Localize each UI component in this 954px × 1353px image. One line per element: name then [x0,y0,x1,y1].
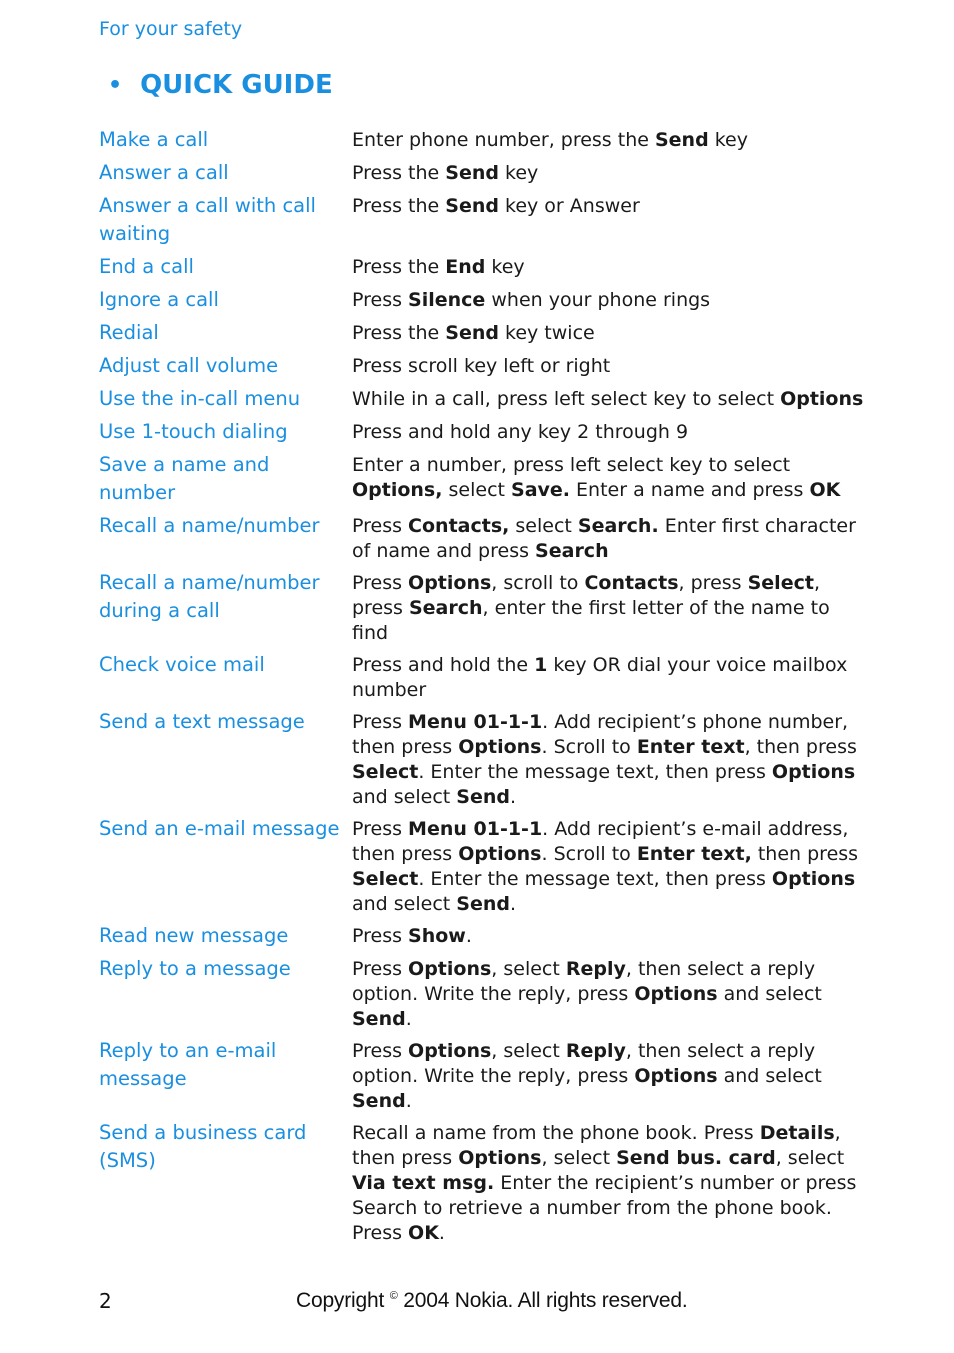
guide-row-description [352,319,869,346]
description-text: Press scroll key left or right [352,355,611,377]
bold-term: Send [456,786,510,808]
bold-term: Options [408,572,492,594]
guide-row-label: Check voice mail [99,653,265,676]
bold-term: Search [535,540,609,562]
guide-row-label: Reply to an e-mail message [99,1039,277,1090]
bold-term: Contacts, [408,515,510,537]
description-text: . Add recipient’s phone number, then press [352,711,849,758]
guide-row-description [352,192,869,219]
bold-term: Details [759,1122,835,1144]
guide-row-description [352,159,869,186]
bold-term: Show [408,925,466,947]
description-text: select [509,515,578,537]
description-text: Enter a number, press left select key to select [352,454,791,476]
bold-term: Send bus. card [616,1147,776,1169]
quick-guide-table [99,126,869,1251]
bold-term: Options [458,843,542,865]
page-title [108,70,333,100]
description-text: Press [352,572,409,594]
description-text: , then select a reply option. Write the reply, press [352,1040,816,1087]
guide-row-label: Use 1-touch dialing [99,420,288,443]
guide-row-label: Answer a call [99,161,229,184]
description-text: Press [352,515,409,537]
guide-row [99,708,869,810]
description-text: , enter the first letter of the name to find [352,597,830,644]
guide-row [99,922,869,950]
guide-row [99,385,869,413]
bold-term: Options [458,1147,542,1169]
description-text: , select [541,1147,617,1169]
description-text: , then press [744,736,857,758]
bold-term: Silence [408,289,486,311]
bold-term: Select [352,761,419,783]
description-text: Press [352,1040,409,1062]
guide-row-label: Redial [99,321,159,344]
description-text: key [498,162,539,184]
description-text: Press the [352,195,446,217]
guide-row-label: Save a name and number [99,453,270,504]
guide-row [99,815,869,917]
bold-term: Options [634,1065,718,1087]
bold-term: Send [456,893,510,915]
guide-row [99,159,869,187]
title-text: QUICK GUIDE [140,70,333,100]
bold-term: Options, [352,479,443,501]
description-text: Press the [352,256,446,278]
guide-row [99,569,869,646]
guide-row-description [352,922,869,949]
guide-row-description [352,815,869,917]
description-text: select [442,479,512,501]
guide-row-description [352,569,869,646]
bold-term: Options [458,736,542,758]
bold-term: Menu 01-1-1 [408,711,543,733]
description-text: Press [352,289,409,311]
description-text: . Enter the message text, then press [418,868,772,890]
description-text: . Enter the message text, then press [418,761,772,783]
description-text: key twice [498,322,595,344]
bold-term: Send [445,322,499,344]
guide-row [99,286,869,314]
guide-row-description [352,352,869,379]
description-text: , select [775,1147,845,1169]
description-text: Press and hold the [352,654,535,676]
copyright-rest: 2004 Nokia. All rights reserved. [397,1289,688,1312]
guide-row-label: Make a call [99,128,209,151]
bold-term: Enter text, [636,843,752,865]
bold-term: Enter text [636,736,745,758]
description-text: key [708,129,748,151]
description-text: , select [491,958,566,980]
bold-term: Options [408,958,492,980]
bold-term: End [445,256,486,278]
description-text: , press [352,572,820,619]
description-text: Press [352,818,409,840]
copyright-notice [296,1289,688,1313]
description-text: . Add recipient’s e-mail address, then press [352,818,849,865]
guide-row-description [352,418,869,445]
guide-row-label: Read new message [99,924,289,947]
guide-row-description [352,512,869,564]
guide-row [99,352,869,380]
description-text: and select [352,893,457,915]
description-text: , then select a reply option. Write the reply, press [352,958,816,1005]
guide-row [99,1119,869,1246]
guide-row-label: Reply to a message [99,957,291,980]
description-text: Press and hold any key 2 through 9 [352,421,689,443]
guide-row-description [352,708,869,810]
bold-term: OK [809,479,841,501]
bold-term: Search. [577,515,659,537]
guide-row-description [352,126,869,153]
description-text: . Scroll to [541,843,637,865]
guide-row [99,253,869,281]
guide-row-label: Send a business card (SMS) [99,1121,307,1172]
description-text: , scroll to [491,572,585,594]
guide-row-description [352,1119,869,1246]
bold-term: Send [352,1090,406,1112]
description-text: Enter first character of name and press [352,515,856,562]
description-text: Press the [352,162,446,184]
guide-row-description [352,955,869,1032]
description-text: Enter a name and press [570,479,810,501]
bold-term: Options [771,868,856,890]
description-text: . Scroll to [541,736,637,758]
copyright-symbol: © [389,1290,398,1302]
description-text: While in a call, press left select key to select [352,388,781,410]
guide-row-description [352,451,869,503]
bold-term: Menu 01-1-1 [408,818,543,840]
bold-term: Options [634,983,718,1005]
page-number: 2 [99,1289,112,1313]
guide-row [99,126,869,154]
bold-term: Select [747,572,814,594]
bold-term: OK [408,1222,439,1244]
description-text: Enter phone number, press the [352,129,655,151]
description-text: . [405,1008,412,1030]
description-text: Press [352,711,409,733]
bold-term: Send [445,162,499,184]
description-text: key [485,256,525,278]
guide-row-label: Adjust call volume [99,354,279,377]
description-text: . [509,893,517,915]
guide-row-description [352,651,869,703]
guide-row-description [352,385,869,412]
guide-row [99,955,869,1032]
bold-term: Search [408,597,483,619]
description-text: key OR dial your voice mailbox number [352,654,848,701]
bold-term: Options [408,1040,492,1062]
guide-row-description [352,1037,869,1114]
bold-term: Reply [565,958,626,980]
description-text: Press the [352,322,446,344]
copyright-prefix: Copyright [296,1289,390,1312]
description-text: and select [717,983,822,1005]
title-bullet: • [108,72,123,98]
description-text: Press [352,925,409,947]
bold-term: Options [780,388,864,410]
guide-row [99,418,869,446]
guide-row [99,192,869,248]
bold-term: Save. [511,479,571,501]
description-text: . [405,1090,412,1112]
bold-term: Select [352,868,419,890]
description-text: key or Answer [498,195,640,217]
guide-row [99,451,869,507]
guide-row-description [352,253,869,280]
bold-term: Send [654,129,709,151]
guide-row-label: Send a text message [99,710,305,733]
description-text: . [438,1222,445,1244]
description-text: Enter the recipient’s number or press Search to retrieve a number from the phone book. Press [352,1172,857,1244]
description-text: , then press [352,1122,841,1169]
bold-term: Send [445,195,499,217]
guide-row-label: Use the in-call menu [99,387,301,410]
guide-row-label: Answer a call with call waiting [99,194,316,245]
bold-term: Reply [565,1040,626,1062]
bold-term: Send [352,1008,406,1030]
guide-row [99,319,869,347]
guide-row [99,512,869,564]
guide-row-description [352,286,869,313]
guide-row-label: Recall a name/number [99,514,320,537]
guide-row-label: Recall a name/number during a call [99,571,320,622]
guide-row-label: Ignore a call [99,288,219,311]
description-text: then press [751,843,859,865]
description-text: , select [491,1040,566,1062]
running-header: For your safety [99,18,243,40]
description-text: and select [717,1065,822,1087]
guide-row [99,651,869,703]
bold-term: Options [771,761,856,783]
description-text: and select [352,786,457,808]
description-text: when your phone rings [485,289,711,311]
bold-term: Via text msg. [352,1172,495,1194]
guide-row-label: End a call [99,255,194,278]
bold-term: 1 [534,654,548,676]
guide-row-label: Send an e-mail message [99,817,340,840]
description-text: , press [678,572,748,594]
guide-row [99,1037,869,1114]
description-text: . [465,925,472,947]
bold-term: Contacts [584,572,679,594]
description-text: . [509,786,517,808]
description-text: Recall a name from the phone book. Press [352,1122,760,1144]
description-text: Press [352,958,409,980]
